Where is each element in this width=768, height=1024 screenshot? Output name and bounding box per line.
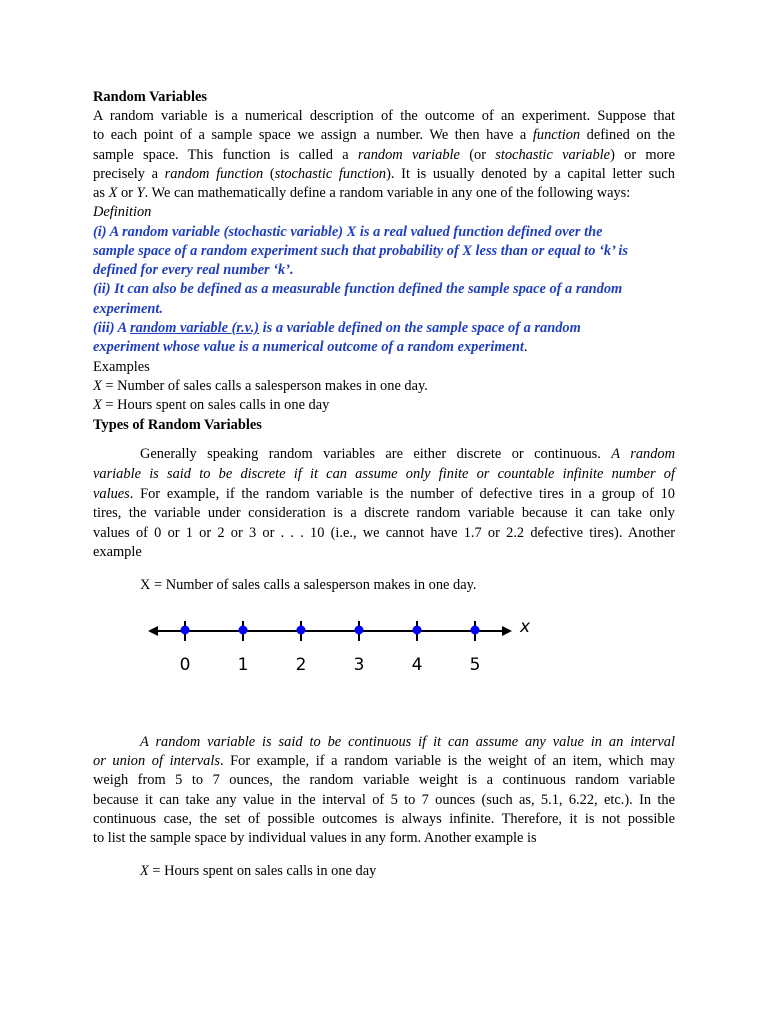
rv-link[interactable]: random variable (r.v.) bbox=[130, 320, 260, 336]
intro-line-3: sample space. This function is called a random variable (or stochastic variable) or more bbox=[93, 147, 675, 163]
point-3 bbox=[355, 626, 364, 635]
heading-types: Types of Random Variables bbox=[93, 417, 262, 433]
point-4 bbox=[413, 626, 422, 635]
arrow-right-icon bbox=[502, 626, 512, 636]
definition-label: Definition bbox=[93, 204, 152, 220]
definition-3-line-2: experiment whose value is a numerical outcome of a random experiment. bbox=[93, 339, 528, 355]
examples-label: Examples bbox=[93, 359, 150, 375]
continuous-line-3: weigh from 5 to 7 ounces, the random variable weight is a continuous random variable bbox=[93, 772, 675, 788]
example-4: X = Hours spent on sales calls in one day bbox=[140, 863, 377, 879]
continuous-line-6: to list the sample space by individual values in any form. Another example is bbox=[93, 830, 537, 846]
number-line-svg bbox=[140, 608, 560, 678]
point-2 bbox=[297, 626, 306, 635]
example-2: X = Hours spent on sales calls in one day bbox=[93, 397, 330, 413]
discrete-line-3: values. For example, if the random variable is the number of defective tires in a group of 10 bbox=[93, 486, 675, 502]
example-1: X = Number of sales calls a salesperson makes in one day. bbox=[93, 378, 428, 394]
tick-label-4: 4 bbox=[411, 655, 423, 675]
point-0 bbox=[181, 626, 190, 635]
definition-2-line-1: (ii) It can also be defined as a measurable function defined the sample space of a random bbox=[93, 281, 623, 297]
definition-1-line-3: defined for every real number ‘k’. bbox=[93, 262, 294, 278]
intro-line-2: to each point of a sample space we assign a number. We then have a function defined on the bbox=[93, 127, 675, 143]
discrete-line-5: values of 0 or 1 or 2 or 3 or . . . 10 (i.e., we cannot have 1.7 or 2.2 defective tires). Another bbox=[93, 525, 675, 541]
tick-label-1: 1 bbox=[237, 655, 249, 675]
point-1 bbox=[239, 626, 248, 635]
arrow-left-icon bbox=[148, 626, 158, 636]
definition-2-line-2: experiment. bbox=[93, 301, 163, 317]
definition-3-line-1: (iii) A random variable (r.v.) is a variable defined on the sample space of a random bbox=[93, 320, 581, 336]
number-line bbox=[140, 608, 560, 678]
example-3: X = Number of sales calls a salesperson makes in one day. bbox=[140, 577, 477, 593]
axis-label-x: x bbox=[520, 617, 531, 637]
continuous-line-5: continuous case, the set of possible outcomes is always infinite. Therefore, it is not possible bbox=[93, 811, 675, 827]
continuous-line-4: because it can take any value in the interval of 5 to 7 ounces (such as, 5.1, 6.22, etc.). In the bbox=[93, 792, 675, 808]
intro-line-1: A random variable is a numerical description of the outcome of an experiment. Suppose that bbox=[93, 108, 675, 124]
intro-line-5: as X or Y. We can mathematically define a random variable in any one of the following ways: bbox=[93, 185, 631, 201]
heading-random-variables: Random Variables bbox=[93, 89, 207, 105]
tick-label-5: 5 bbox=[469, 655, 481, 675]
intro-line-4: precisely a random function (stochastic function). It is usually denoted by a capital letter such bbox=[93, 166, 676, 182]
tick-label-3: 3 bbox=[353, 655, 365, 675]
tick-label-0: 0 bbox=[179, 655, 191, 675]
definition-1-line-2: sample space of a random experiment such that probability of X less than or equal to ‘k’ is bbox=[93, 243, 629, 259]
discrete-line-4: tires, the variable under consideration is a discrete random variable because it can take only bbox=[93, 505, 675, 521]
continuous-line-1: A random variable is said to be continuous if it can assume any value in an interval bbox=[140, 734, 675, 750]
definition-1-line-1: (i) A random variable (stochastic variable) X is a real valued function defined over the bbox=[93, 224, 603, 240]
discrete-line-1: Generally speaking random variables are either discrete or continuous. A random bbox=[140, 446, 675, 462]
discrete-line-6: example bbox=[93, 544, 142, 560]
continuous-line-2: or union of intervals. For example, if a random variable is the weight of an item, which may bbox=[93, 753, 675, 769]
point-5 bbox=[471, 626, 480, 635]
tick-label-2: 2 bbox=[295, 655, 307, 675]
discrete-line-2: variable is said to be discrete if it can assume only finite or countable infinite number of bbox=[93, 466, 675, 482]
